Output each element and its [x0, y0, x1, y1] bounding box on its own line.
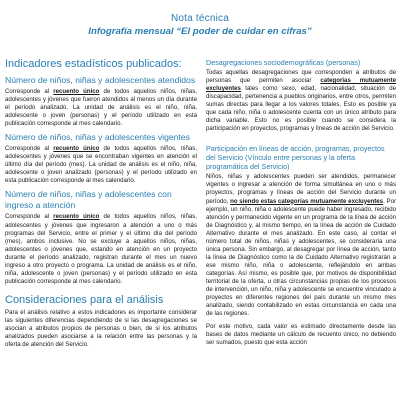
indicator-block-vigentes [5, 132, 197, 185]
document-header [0, 13, 400, 37]
considerations-text: Para el análisis relativo a estos indicadores es importante considerar las siguientes diferencias dependiendo de si las desagregaciones se asocian a atributos propios de personas o bien, de si los atributos analizados pueden asociarse a la relación entre las personas y la oferta de atención del Servicio. [5, 308, 197, 349]
indicator-title-vigentes: Número de niños, niñas y adolescentes vigentes [5, 132, 190, 143]
indicator-text-atendidos: Corresponde al recuento único de todos aquellos niños, niñas, adolescentes y jóvenes que fueron atendidos al menos un día durante el período analizado. La unidad de análisis es el niño, niña, adolescente o joven (personas) y el período utilizado en esta publicación corresponde al mes calendario. [5, 88, 197, 128]
indicator-block-atendidos [5, 75, 197, 128]
left-column [5, 58, 197, 351]
header-kicker: Nota técnica [171, 13, 229, 24]
text-desagregaciones: Todas aquellas desagregaciones que corresponden a atributos de personas que permiten asociar categorías mutuamente excluyentes tales como sexo, edad, nacionalidad, situación de discapacidad, pertenencia a pueblos originarios, entre otros, permiten sumas directas para llegar a los valores totales. Esto es posible ya que cada niño, niña o adolescente cuenta con un único atributo para dicha variable. Esto no es posible cuando se considera la participación en proyectos, programas y líneas de acción del Servicio. [206, 69, 396, 133]
indicator-block-ingresos [5, 189, 197, 285]
text-participacion: Niños, niñas y adolescentes pueden ser atendidos, permanecer vigentes o ingresar a atención de forma simultánea en uno o más proyectos, programas y líneas de acción del Servicio durante un período, no siendo estas categorías mutuamente excluyentes. Por ejemplo, un niño, niña o adolescente puede haber ingresado, recibido atención y permanecido vigente en un programa de la línea de acción de Diagnóstico y, al mismo tiempo, en la línea de acción de Cuidado Alternativo durante el mes analizado. En este caso, al contar el número total de niños, niñas y adolescentes, se consideraría una única persona. Sin embargo, al desagregar por línea de acción, tanto la línea de Diagnóstico como la de Cuidado Alternativo registrarán a ese mismo niño, niña o adolescente, reflejándolo en ambas categorías. Así mismo, es posible que, por motivos de disponibilidad territorial de la oferta, u otras circunstancias propias de los procesos de intervención, un niño, niña y adolescente se encuentre vinculado a proyectos en diferentes regiones del país durante un mismo mes analizado, siendo contabilizado en estas circunstancia en cada una de las regiones. [206, 173, 396, 318]
document-title: Infografía mensual “El poder de cuidar en cifras” [88, 26, 312, 37]
section-heading-considerations: Consideraciones para el análisis [5, 293, 164, 306]
section-heading-indicators: Indicadores estadísticos publicados: [5, 58, 182, 70]
indicator-text-vigentes: Corresponde al recuento único de todos aquellos niños, niñas, adolescentes y jóvenes que se encontraban vigentes en atención el último día del período (mes). La unidad de análisis es el niño, niña, adolescente o joven analizado (personas) y el período utilizado en esta publicación corresponde al mes calendario. [5, 145, 197, 185]
indicator-text-ingresos: Corresponde al recuento único de todos aquellos niños, niñas, adolescentes y jóvenes que ingresaron a atención a uno o más programas del Servicio, entre el primer y el último día del período (mes), ambos inclusive. No se excluye a aquellos niños, niñas, adolescentes o jóvenes que, estando en atención en un proyecto durante el período analizado, registran durante el mes un nuevo ingreso a otro proyecto o programa. La unidad de análisis es el niño, niña, adolescente o joven (personas) y el período utilizado en esta publicación corresponde al mes calendario. [5, 213, 197, 285]
right-column [206, 58, 396, 349]
text-motivo: Por este motivo, cada valor es estimado directamente desde las bases de datos mediante un cálculo de recuento único, no debiendo ser sumados, puesto que esta acción [206, 323, 396, 347]
indicator-title-ingresos: Número de niños, niñas y adolescentes con ingreso a atención [5, 189, 172, 211]
heading-participacion: Participación en líneas de acción, programas, proyectos del Servicio (Vínculo entre personas y la oferta programática del Servicio) [206, 144, 385, 172]
heading-desagregaciones: Desagregaciones sociodemográficas (personas) [206, 58, 361, 67]
indicator-title-atendidos: Número de niños, niñas y adolescentes atendidos [5, 75, 196, 85]
